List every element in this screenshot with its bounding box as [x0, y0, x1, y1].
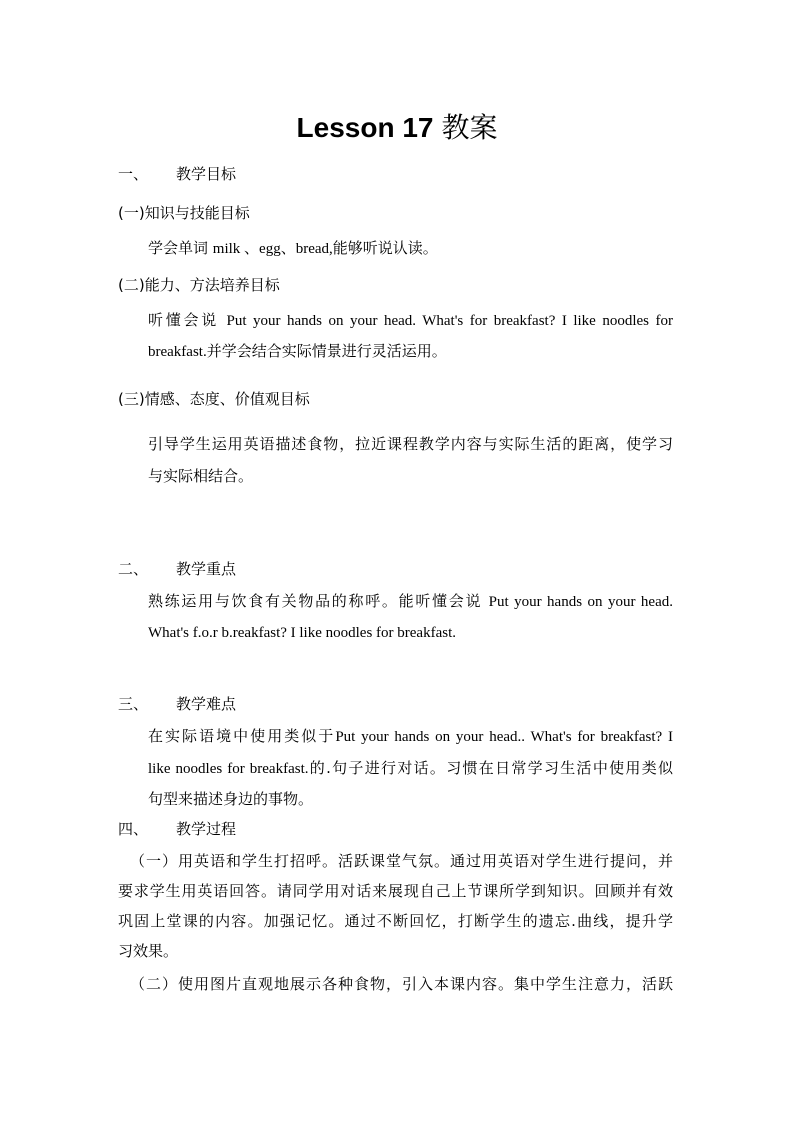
section-3-heading: [118, 694, 236, 714]
subsection-1-text: [148, 238, 438, 259]
section-2-heading: [118, 559, 236, 579]
subsection-3-text-line2: 与实际相结合。: [148, 467, 254, 485]
section-3-text-line1: [148, 726, 673, 747]
section-4-paragraph-1-line2: 要求学生用英语回答。请同学用对话来展现自己上节课所学到知识。回顾并有效: [118, 882, 673, 900]
section-4-paragraph-1-line4: 习效果。: [118, 942, 179, 960]
section-4-title: 教学过程: [176, 820, 237, 838]
section-3-title: 教学难点: [176, 695, 237, 713]
section-1-title: 教学目标: [176, 165, 237, 183]
section-3-text-line3: 句型来描述身边的事物。: [148, 790, 314, 808]
section-3-number: 三、: [118, 695, 149, 713]
section-4-paragraph-2-line1: （二）使用图片直观地展示各种食物，引入本课内容。集中学生注意力，活跃: [130, 975, 673, 993]
section-3-text-line2: [148, 758, 673, 779]
subsection-2-heading: (二)能力、方法培养目标: [118, 276, 280, 294]
section-4-paragraph-1-line1: （一）用英语和学生打招呼。活跃课堂气氛。通过用英语对学生进行提问，并: [130, 852, 673, 870]
section-1-heading: [118, 164, 236, 184]
title-english: Lesson 17: [296, 112, 434, 143]
subsection-2-text-line2: [148, 341, 447, 362]
text-run: 并学会结合实际情景进行灵活运用。: [206, 342, 447, 360]
text-run-latin: Put your hands on your head.: [488, 594, 673, 610]
section-2-text-line1: [148, 591, 673, 612]
subsection-2-text-line1: [148, 310, 673, 331]
section-2-number: 二、: [118, 560, 149, 578]
title-chinese: 教案: [441, 111, 498, 144]
text-run-latin: Put your hands on your head.. What's for breakfast? I: [335, 729, 673, 745]
document-title: [0, 108, 794, 148]
text-run: 听懂会说: [148, 311, 219, 329]
text-run: 的.句子进行对话。习惯在日常学习生活中使用类似: [308, 759, 673, 777]
text-run-latin: breakfast.: [148, 344, 207, 360]
text-run: 学会单词: [148, 239, 209, 257]
text-run: 熟练运用与饮食有关物品的称呼。能听懂会说: [148, 592, 483, 610]
section-2-title: 教学重点: [176, 560, 237, 578]
section-4-heading: [118, 819, 236, 839]
subsection-3-heading: (三)情感、态度、价值观目标: [118, 390, 310, 408]
subsection-1-heading: (一)知识与技能目标: [118, 204, 250, 222]
section-4-number: 四、: [118, 820, 149, 838]
section-2-text-line2: [148, 622, 456, 643]
subsection-3-text-line1: 引导学生运用英语描述食物，拉近课程教学内容与实际生活的距离，使学习: [148, 435, 673, 453]
text-run-latin: milk 、egg、bread,: [212, 241, 333, 257]
text-run: 能够听说认读。: [332, 239, 438, 257]
text-run-latin: like noodles for breakfast.: [148, 761, 309, 777]
text-run: 在实际语境中使用类似于: [148, 727, 336, 745]
section-4-paragraph-1-line3: 巩固上堂课的内容。加强记忆。通过不断回忆，打断学生的遗忘.曲线，提升学: [118, 912, 673, 930]
text-run-latin: Put your hands on your head. What's for breakfast? I like noodles for: [226, 313, 673, 329]
text-run-latin: What's f.o.r b.reakfast? I like noodles for breakfast.: [148, 625, 456, 641]
section-1-number: 一、: [118, 165, 149, 183]
